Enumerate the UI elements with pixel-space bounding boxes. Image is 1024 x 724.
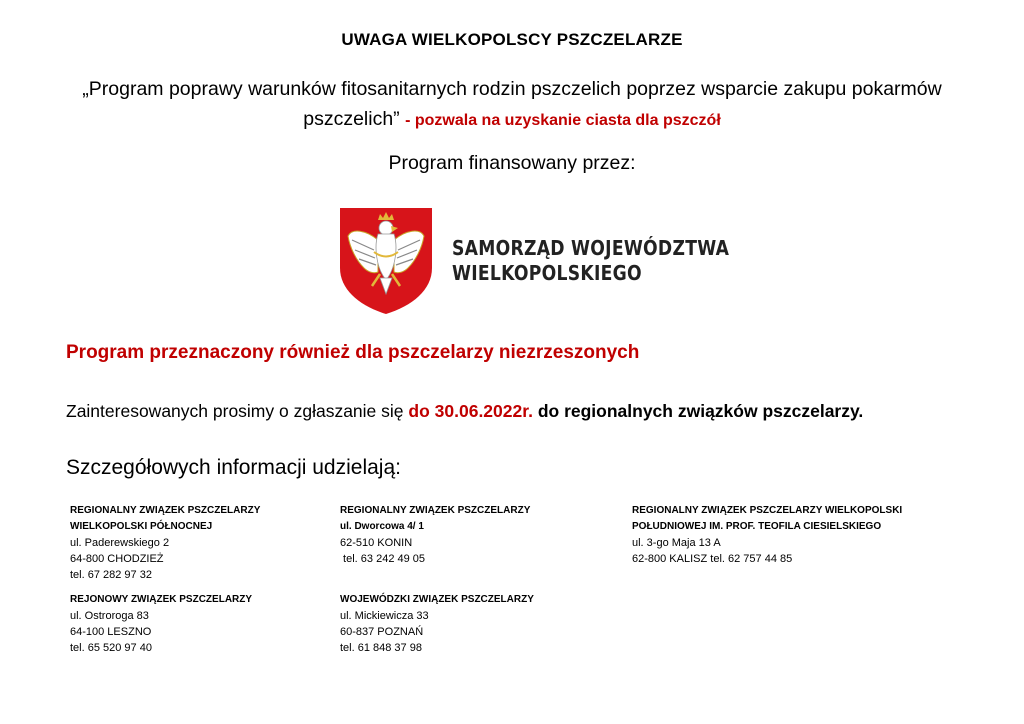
contact-line: 62-510 KONIN [340,537,413,549]
program-name [60,74,964,136]
interested-post: do regionalnych związków pszczelarzy. [537,401,864,421]
page-title: UWAGA WIELKOPOLSCY PSZCZELARZE [341,30,683,49]
also-for-notice: Program przeznaczony również dla pszczelarzy niezrzeszonych [66,342,640,363]
financed-by: Program finansowany przez: [388,152,636,174]
contact-head: REGIONALNY ZWIĄZEK PSZCZELARZY WIELKOPOLSKI [632,505,903,516]
program-title: „Program poprawy warunków fitosanitarnych rodzin pszczelich poprzez wsparcie zakupu pokarmów pszczelich” [82,78,942,130]
contact-line: tel. 65 520 97 40 [70,642,152,654]
contact-head: WOJEWÓDZKI ZWIĄZEK PSZCZELARZY [340,594,534,605]
contact-line: tel. 67 282 97 32 [70,569,152,581]
contact-head: ul. Dworcowa 4/ 1 [340,521,424,532]
contact-block-chodziez [70,503,260,583]
contact-block-konin [340,503,530,567]
contact-head: REGIONALNY ZWIĄZEK PSZCZELARZY [340,505,531,516]
program-highlight: - pozwala na uzyskanie ciasta dla pszczół [405,112,721,129]
interested-notice [66,401,863,422]
details-heading: Szczegółowych informacji udzielają: [66,456,401,479]
contact-head: REGIONALNY ZWIĄZEK PSZCZELARZY [70,505,261,516]
contact-line: ul. Ostroroga 83 [70,610,149,622]
logo-samorzad [338,206,730,316]
contact-head: WIELKOPOLSKI PÓŁNOCNEJ [70,521,213,532]
contact-line: ul. 3-go Maja 13 A [632,537,721,549]
contact-line: tel. 63 242 49 05 [340,553,426,565]
logo-line-2: WIELKOPOLSKIEGO [452,261,642,285]
logo-line-1: SAMORZĄD WOJEWÓDZTWA [452,236,730,260]
contact-line: tel. 61 848 37 98 [340,642,422,654]
contact-line: 64-800 CHODZIEŻ [70,553,164,565]
contact-line: 64-100 LESZNO [70,626,152,638]
contact-line: 60-837 POZNAŃ [340,626,424,638]
contact-line: ul. Mickiewicza 33 [340,610,429,622]
logo-text [452,236,729,286]
deadline-date: do 30.06.2022r. [408,401,533,421]
contact-line: ul. Paderewskiego 2 [70,537,170,549]
contact-head: POŁUDNIOWEJ IM. PROF. TEOFILA CIESIELSKIEGO [632,521,882,532]
interested-pre: Zainteresowanych prosimy o zgłaszanie się [66,401,404,421]
contact-block-leszno [70,592,252,656]
contact-line: 62-800 KALISZ tel. 62 757 44 85 [632,553,793,565]
contact-block-kalisz [632,503,902,567]
eagle-coat-of-arms-icon [338,206,434,316]
contact-head: REJONOWY ZWIĄZEK PSZCZELARZY [70,594,253,605]
contact-block-poznan [340,592,534,656]
